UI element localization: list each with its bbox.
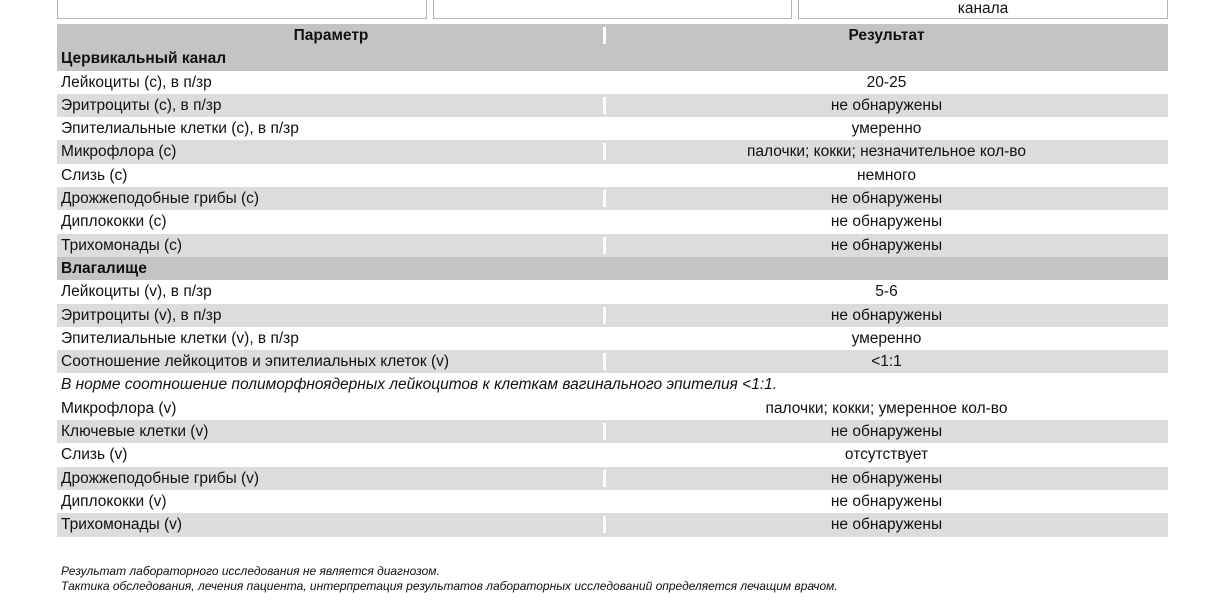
table-body bbox=[57, 47, 1168, 536]
parameter-name: Диплококки (v) bbox=[61, 492, 167, 510]
result-value: немного bbox=[857, 166, 916, 184]
column-divider bbox=[603, 330, 606, 347]
table-row bbox=[57, 420, 1168, 443]
previous-table-cell bbox=[433, 0, 792, 19]
result-value: не обнаружены bbox=[830, 96, 943, 114]
result-value: умеренно bbox=[851, 329, 922, 347]
result-value: не обнаружены bbox=[830, 423, 943, 441]
column-divider bbox=[603, 74, 606, 91]
table-row bbox=[57, 443, 1168, 466]
table-header-row bbox=[57, 24, 1168, 47]
table-row bbox=[57, 513, 1168, 536]
result-value: не обнаружены bbox=[830, 469, 943, 487]
table-row bbox=[57, 280, 1168, 303]
column-divider bbox=[603, 470, 606, 487]
result-value: не обнаружены bbox=[830, 492, 943, 510]
table-row bbox=[57, 94, 1168, 117]
column-divider bbox=[603, 446, 606, 463]
table-row bbox=[57, 140, 1168, 163]
result-value: не обнаружены bbox=[830, 213, 943, 231]
column-divider bbox=[603, 97, 606, 114]
table-row bbox=[57, 304, 1168, 327]
parameter-name: Соотношение лейкоцитов и эпителиальных клеток (v) bbox=[61, 353, 450, 371]
column-divider bbox=[603, 143, 606, 160]
parameter-name: Ключевые клетки (v) bbox=[61, 423, 209, 441]
parameter-name: Трихомонады (с) bbox=[61, 236, 183, 254]
column-divider bbox=[603, 353, 606, 370]
result-value: <1:1 bbox=[871, 353, 902, 371]
result-value: палочки; кокки; умеренное кол-во bbox=[765, 399, 1008, 417]
results-table bbox=[57, 24, 1168, 537]
parameter-name: Эпителиальные клетки (v), в п/зр bbox=[61, 329, 299, 347]
disclaimer-line: Тактика обследования, лечения пациента, интерпретация результатов лабораторных исследований определяется лечащим врачом. bbox=[61, 579, 838, 593]
parameter-name: Микрофлора (v) bbox=[61, 399, 177, 417]
column-divider bbox=[603, 307, 606, 324]
column-divider bbox=[603, 167, 606, 184]
parameter-name: Дрожжеподобные грибы (с) bbox=[61, 190, 260, 208]
table-row bbox=[57, 397, 1168, 420]
table-row bbox=[57, 71, 1168, 94]
column-header-result: Результат bbox=[848, 27, 925, 44]
table-row bbox=[57, 234, 1168, 257]
column-divider bbox=[603, 516, 606, 533]
column-divider bbox=[603, 27, 606, 44]
result-value: 20-25 bbox=[866, 73, 907, 91]
reference-note-row bbox=[57, 373, 1168, 396]
section-title: Цервикальный канал bbox=[61, 50, 227, 68]
parameter-name: Микрофлора (с) bbox=[61, 143, 177, 161]
table-row bbox=[57, 164, 1168, 187]
previous-table-cell bbox=[57, 0, 427, 19]
disclaimer-line: Результат лабораторного исследования не является диагнозом. bbox=[61, 564, 440, 578]
parameter-name: Эритроциты (v), в п/зр bbox=[61, 306, 222, 324]
table-row bbox=[57, 117, 1168, 140]
column-divider bbox=[603, 423, 606, 440]
previous-table-cell: канала bbox=[798, 0, 1168, 19]
parameter-name: Лейкоциты (с), в п/зр bbox=[61, 73, 212, 91]
parameter-name: Эритроциты (с), в п/зр bbox=[61, 96, 222, 114]
table-row bbox=[57, 327, 1168, 350]
parameter-name: Слизь (с) bbox=[61, 166, 128, 184]
table-row bbox=[57, 210, 1168, 233]
result-value: не обнаружены bbox=[830, 516, 943, 534]
section-header-row bbox=[57, 47, 1168, 70]
result-value: отсутствует bbox=[844, 446, 929, 464]
result-value: не обнаружены bbox=[830, 190, 943, 208]
result-value: 5-6 bbox=[875, 283, 898, 301]
column-divider bbox=[603, 190, 606, 207]
parameter-name: Слизь (v) bbox=[61, 446, 128, 464]
table-row bbox=[57, 350, 1168, 373]
previous-table-fragment bbox=[57, 0, 1168, 20]
table-row bbox=[57, 187, 1168, 210]
column-divider bbox=[603, 283, 606, 300]
result-value: не обнаружены bbox=[830, 306, 943, 324]
column-divider bbox=[603, 493, 606, 510]
result-value: умеренно bbox=[851, 120, 922, 138]
parameter-name: Эпителиальные клетки (с), в п/зр bbox=[61, 120, 299, 138]
table-row bbox=[57, 467, 1168, 490]
column-divider bbox=[603, 120, 606, 137]
column-header-parameter: Параметр bbox=[293, 27, 369, 44]
table-row bbox=[57, 490, 1168, 513]
disclaimer bbox=[61, 564, 838, 594]
column-divider bbox=[603, 213, 606, 230]
reference-note: В норме соотношение полиморфноядерных лейкоцитов к клеткам вагинального эпителия <1:1. bbox=[61, 376, 778, 394]
column-divider bbox=[603, 237, 606, 254]
section-header-row bbox=[57, 257, 1168, 280]
parameter-name: Лейкоциты (v), в п/зр bbox=[61, 283, 212, 301]
parameter-name: Трихомонады (v) bbox=[61, 516, 183, 534]
result-value: не обнаружены bbox=[830, 236, 943, 254]
parameter-name: Диплококки (с) bbox=[61, 213, 167, 231]
column-divider bbox=[603, 400, 606, 417]
section-title: Влагалище bbox=[61, 259, 147, 277]
result-value: палочки; кокки; незначительное кол-во bbox=[747, 143, 1026, 161]
parameter-name: Дрожжеподобные грибы (v) bbox=[61, 469, 260, 487]
